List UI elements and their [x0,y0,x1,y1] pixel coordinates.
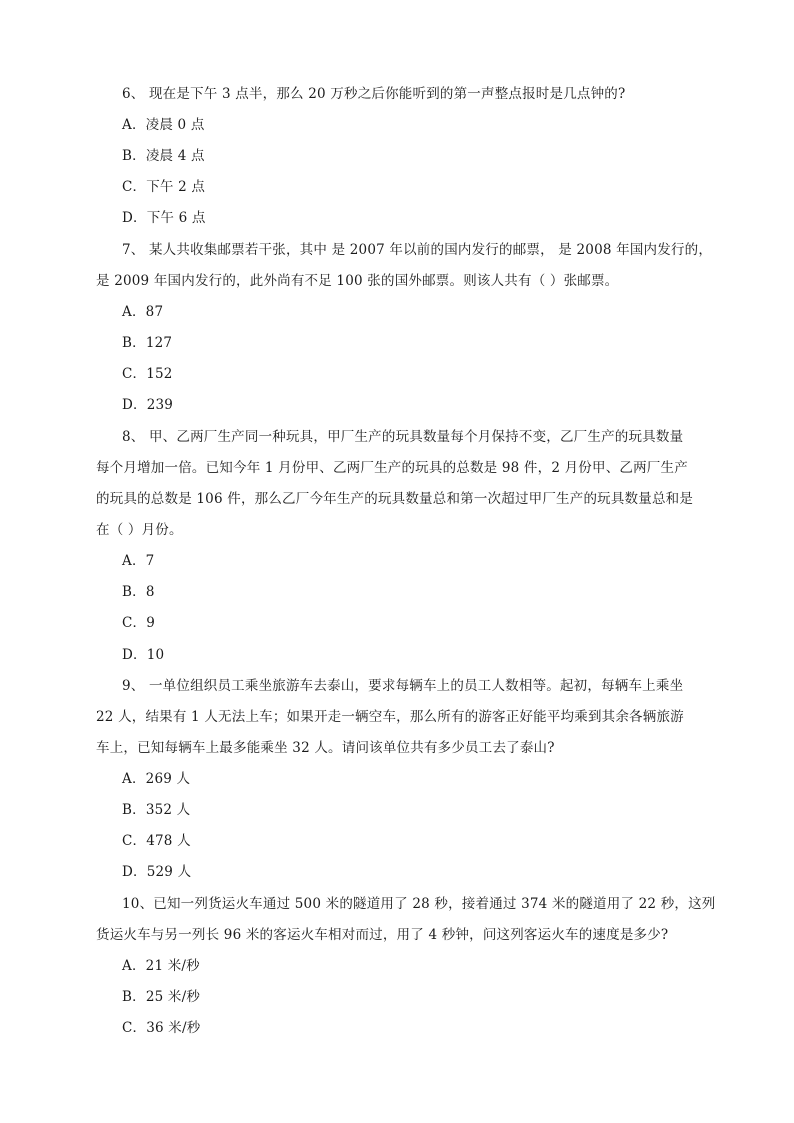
question-8-option-c: C．9 [122,615,156,631]
question-9-text-line-1: 9、 一单位组织员工乘坐旅游车去泰山，要求每辆车上的员工人数相等。起初，每辆车上乘坐 [122,678,684,694]
question-9-option-c: C．478 人 [122,833,191,849]
question-8-option-d: D．10 [122,647,165,663]
question-9-text-line-2: 22 人，结果有 1 人无法上车；如果开走一辆空车，那么所有的游客正好能平均乘到其余各辆旅游 [96,709,684,725]
question-6-option-b: B．凌晨 4 点 [122,148,205,164]
question-10-option-a: A．21 米/秒 [122,958,200,974]
question-8-option-b: B．8 [122,584,155,600]
question-8-text-line-1: 8、 甲、乙两厂生产同一种玩具，甲厂生产的玩具数量每个月保持不变，乙厂生产的玩具数量 [122,429,684,445]
question-7-option-d: D．239 [122,397,174,413]
question-10-text-line-1: 10、已知一列货运火车通过 500 米的隧道用了 28 秒，接着通过 374 米的隧道用了 22 秒，这列 [122,896,716,912]
question-7-text-line-2: 是 2009 年国内发行的，此外尚有不足 100 张的国外邮票。则该人共有（ ）张邮票。 [96,273,619,289]
question-10-text-line-2: 货运火车与另一列长 96 米的客运火车相对而过，用了 4 秒钟，问这列客运火车的速度是多少? [96,927,669,943]
question-7-option-b: B．127 [122,335,173,351]
question-8-text-line-4: 在（ ）月份。 [96,522,183,538]
question-10-option-b: B．25 米/秒 [122,989,201,1005]
question-8-option-a: A．7 [122,553,155,569]
question-9-option-b: B．352 人 [122,802,191,818]
question-9-text-line-3: 车上，已知每辆车上最多能乘坐 32 人。请问该单位共有多少员工去了泰山? [96,740,555,756]
question-7-text-line-1: 7、 某人共收集邮票若干张，其中 是 2007 年以前的国内发行的邮票， 是 2008 年国内发行的， [122,242,713,258]
question-6-option-a: A．凌晨 0 点 [122,117,205,133]
question-7-option-c: C．152 [122,366,173,382]
question-6-option-c: C．下午 2 点 [122,179,206,195]
question-8-text-line-3: 的玩具的总数是 106 件，那么乙厂今年生产的玩具数量总和第一次超过甲厂生产的玩具数量总和是 [96,491,694,507]
question-9-option-a: A．269 人 [122,771,191,787]
question-7-option-a: A．87 [122,304,164,320]
question-8-text-line-2: 每个月增加一倍。已知今年 1 月份甲、乙两厂生产的玩具的总数是 98 件，2 月份甲、乙两厂生产 [96,460,688,476]
question-6-option-d: D．下午 6 点 [122,210,206,226]
question-9-option-d: D．529 人 [122,864,192,880]
question-10-option-c: C．36 米/秒 [122,1020,201,1036]
question-6-text: 6、 现在是下午 3 点半，那么 20 万秒之后你能听到的第一声整点报时是几点钟的? [122,86,626,102]
